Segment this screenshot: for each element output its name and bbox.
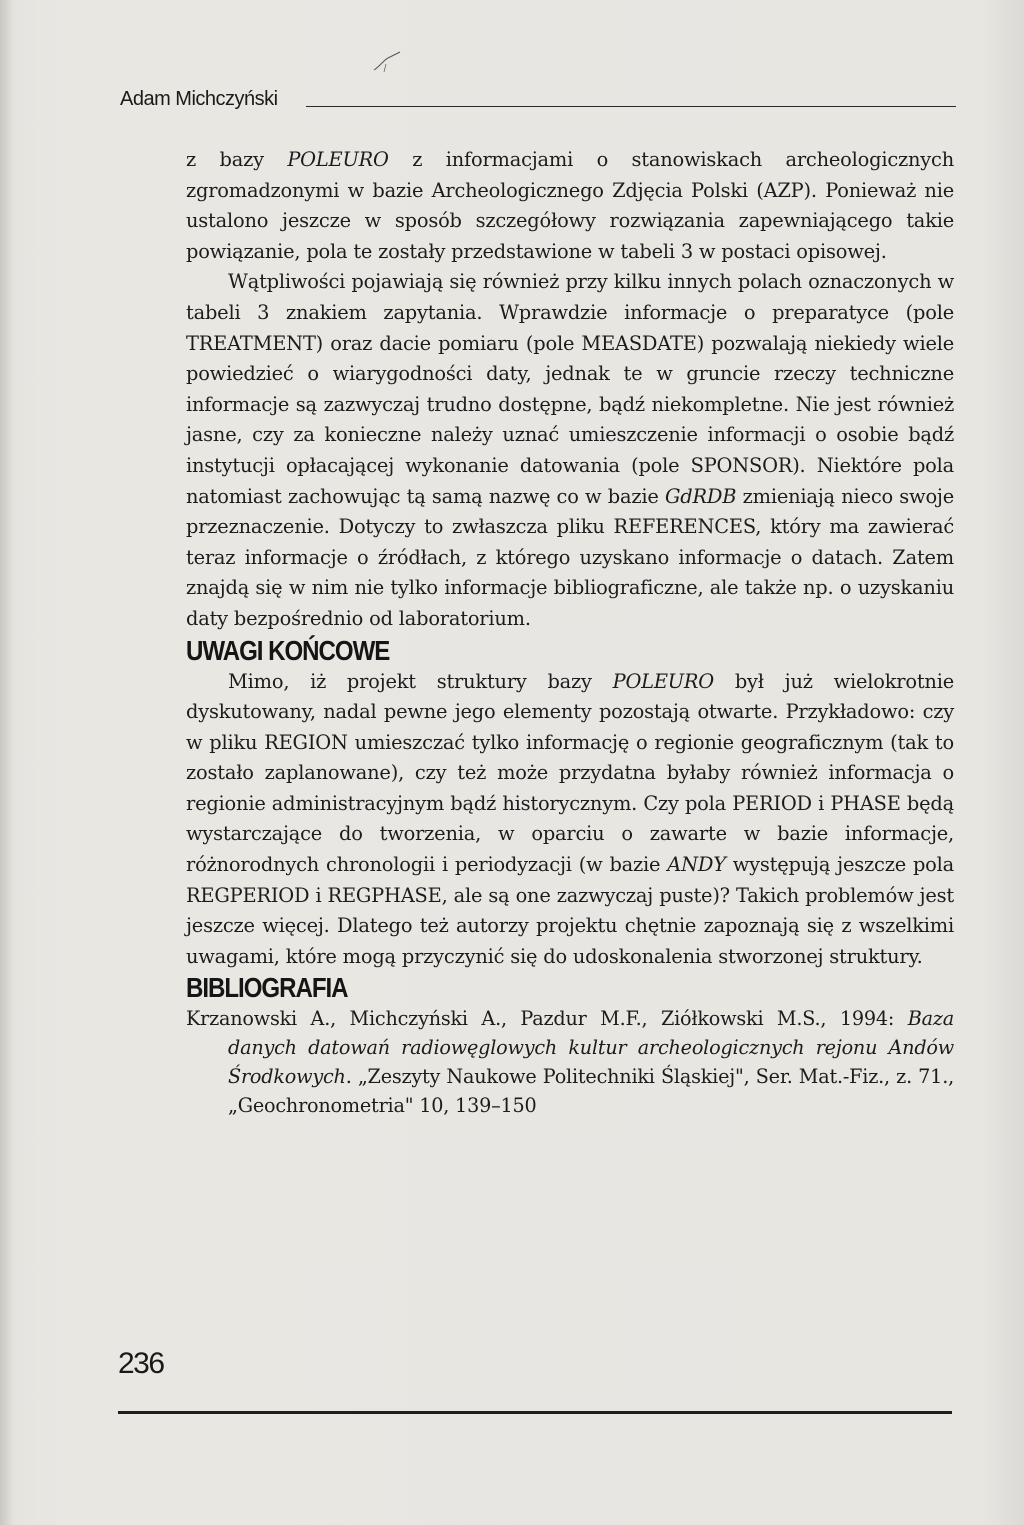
footer-rule [118,1411,952,1414]
paragraph-3 [186,667,954,973]
section-heading-bibliography: BIBLIOGRAFIA [186,972,348,1004]
paragraph-2 [186,267,954,634]
paragraph-1-text-b: z informacjami o stanowiskach archeologicznych zgromadzonymi w bazie Archeologicznego Zdjęcia Polski (AZP). Ponieważ nie ustalono jeszcze w sposób szczegółowy rozwiązania zapewniającego takie powiązanie, pola te zostały przedstawione w tabeli 3 w postaci opisowej. [186,148,954,263]
paragraph-1-italic-poleuro: POLEURO [287,148,389,171]
section-heading-closing-remarks: UWAGI KOŃCOWE [186,634,390,666]
main-content [186,145,954,1120]
header-author: Adam Michczyński [120,88,278,110]
bibliography-entry-source: . „Zeszyty Naukowe Politechniki Śląskiej", Ser. Mat.-Fiz., z. 71., „Geochronometria" 10, 139–150 [228,1065,954,1118]
bibliography-entry-title: Baza danych datowań radiowęglowych kultur archeologicznych rejonu Andów Środkowych [228,1007,954,1089]
paragraph-3-italic-andy: ANDY [667,853,726,877]
paragraph-3-italic-poleuro: POLEURO [612,669,715,693]
paragraph-3-text-c: występują jeszcze pola REGPERIOD i REGPHASE, ale są one zazwyczaj puste)? Takich problemów jest jeszcze więcej. Dlatego też autorzy projektu chętnie zapoznają się z wszelkimi uwagami, które mogą przyczynić się do udoskonalenia stworzonej struktury. [186,853,954,968]
paragraph-3-text-a: Mimo, iż projekt struktury bazy [228,669,613,693]
bibliography-list [186,1004,954,1120]
paragraph-2-text-a: Wątpliwości pojawiają się również przy kilku innych polach oznaczonych w tabeli 3 znakiem zapytania. Wprawdzie informacje o preparatyce (pole TREATMENT) oraz dacie pomiaru (pole MEASDATE) pozwalają niekiedy wiele powiedzieć o wiarygodności daty, jednak te w gruncie rzeczy techniczne informacje są zazwyczaj trudno dostępne, bądź niekompletne. Nie jest również jasne, czy za konieczne należy uznać umieszczenie informacji o osobie bądź instytucji opłacającej wykonanie datowania (pole SPONSOR). Niektóre pola natomiast zachowując tą samą nazwę co w bazie [186,270,954,508]
bibliography-entry [186,1004,954,1120]
running-header [120,86,956,112]
bibliography-entry-authors: Krzanowski A., Michczyński A., Pazdur M.F., Ziółkowski M.S., 1994: [186,1007,908,1031]
header-rule [306,106,956,107]
paragraph-2-text-b: zmieniają nieco swoje przeznaczenie. Dotyczy to zwłaszcza pliku REFERENCES, który ma zawierać teraz informacje o źródłach, z którego uzyskano informacje o datach. Zatem znajdą się w nim nie tylko informacje bibliograficzne, ale także np. o uzyskaniu daty bezpośrednio od laboratorium. [186,484,955,630]
page-number: 236 [118,1347,164,1380]
paragraph-1 [186,145,954,267]
paragraph-1-text-a: z bazy [186,148,288,171]
paragraph-2-italic-gdrdb: GdRDB [664,484,737,508]
pen-mark-icon [372,50,402,72]
paragraph-3-text-b: był już wielokrotnie dyskutowany, nadal pewne jego elementy pozostają otwarte. Przykładowo: czy w pliku REGION umieszczać tylko informację o regionie geograficznym (tak to zostało zaplanowane), czy też może przydatna byłaby również informacja o regionie administracyjnym bądź historycznym. Czy pola PERIOD i PHASE będą wystarczające do tworzenia, w oparciu o zawarte w bazie informacje, różnorodnych chronologii i periodyzacji (w bazie [186,669,954,877]
